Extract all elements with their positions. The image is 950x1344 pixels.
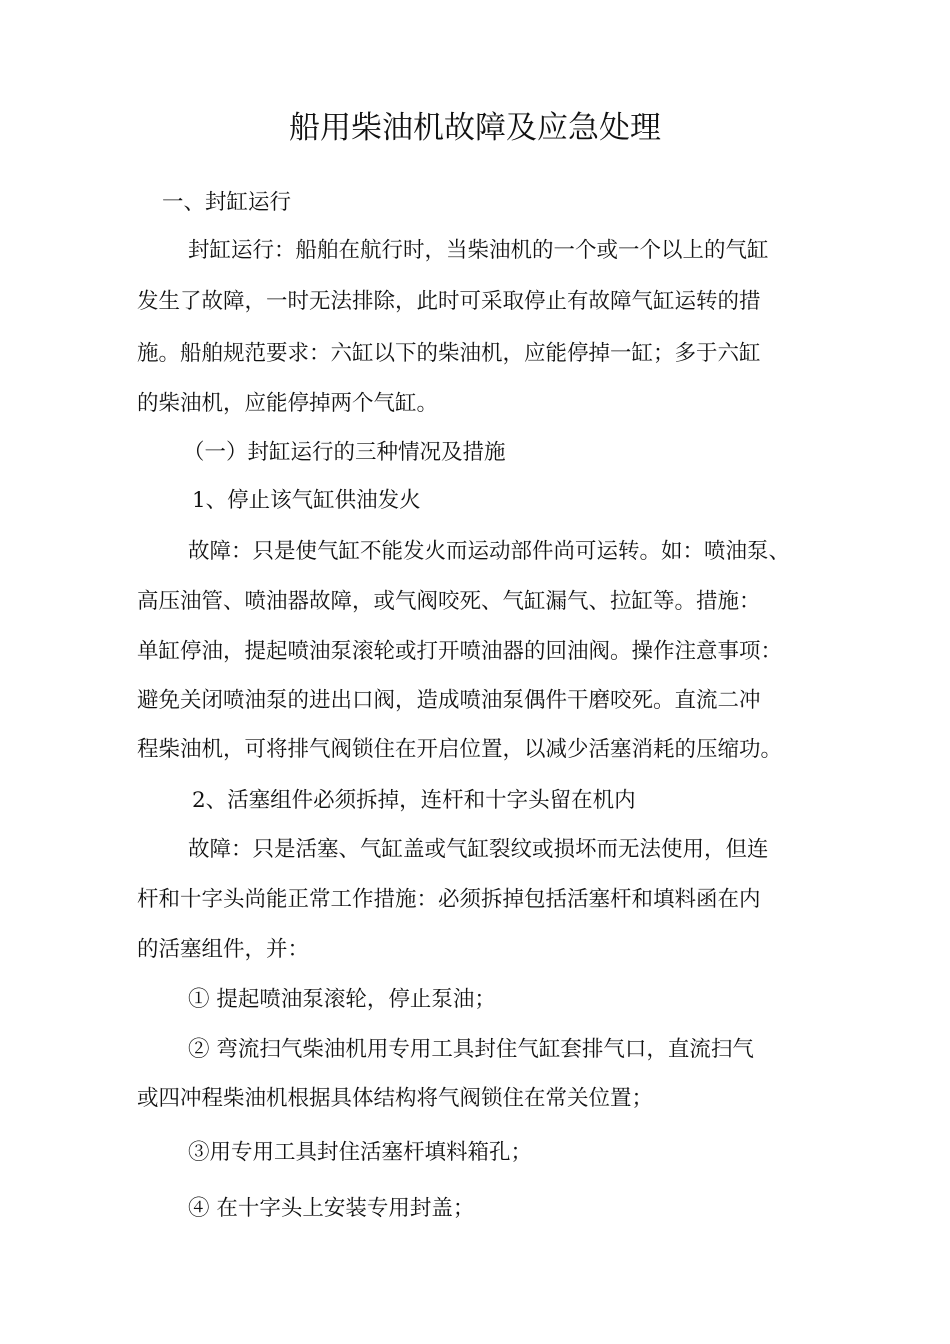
list-item: ④ 在十字头上安装专用封盖；: [188, 1196, 475, 1221]
paragraph-line: 程柴油机，可将排气阀锁住在开启位置，以减少活塞消耗的压缩功。: [137, 737, 783, 762]
list-item: ② 弯流扫气柴油机用专用工具封住气缸套排气口，直流扫气: [188, 1037, 754, 1062]
list-item: ③用专用工具封住活塞杆填料箱孔；: [188, 1140, 533, 1165]
paragraph-line: 封缸运行：船舶在航行时，当柴油机的一个或一个以上的气缸: [188, 238, 769, 263]
item-heading: 2、活塞组件必须拆掉，连杆和十字头留在机内: [192, 788, 636, 813]
subsection-heading: （一）封缸运行的三种情况及措施: [183, 440, 506, 465]
paragraph-line: 单缸停油，提起喷油泵滚轮或打开喷油器的回油阀。操作注意事项：: [137, 639, 783, 664]
paragraph-line: 施。船舶规范要求：六缸以下的柴油机，应能停掉一缸；多于六缸: [137, 341, 761, 366]
paragraph-line: 避免关闭喷油泵的进出口阀，造成喷油泵偶件干磨咬死。直流二冲: [137, 688, 761, 713]
paragraph-line: 的柴油机，应能停掉两个气缸。: [137, 391, 439, 416]
paragraph-line: 发生了故障，一时无法排除，此时可采取停止有故障气缸运转的措: [137, 289, 761, 314]
list-item: ① 提起喷油泵滚轮，停止泵油；: [188, 987, 496, 1012]
list-item-continuation: 或四冲程柴油机根据具体结构将气阀锁住在常关位置；: [137, 1086, 654, 1111]
document-title: 船用柴油机故障及应急处理: [289, 110, 661, 146]
section-heading: 一、封缸运行: [162, 190, 292, 215]
paragraph-line: 高压油管、喷油器故障，或气阀咬死、气缸漏气、拉缸等。措施：: [137, 589, 761, 614]
paragraph-line: 故障：只是活塞、气缸盖或气缸裂纹或损坏而无法使用，但连: [188, 837, 769, 862]
paragraph-line: 的活塞组件，并：: [137, 937, 310, 962]
paragraph-line: 故障：只是使气缸不能发火而运动部件尚可运转。如：喷油泵、: [188, 539, 791, 564]
paragraph-line: 杆和十字头尚能正常工作措施：必须拆掉包括活塞杆和填料函在内: [137, 887, 761, 912]
item-heading: 1、停止该气缸供油发火: [192, 488, 421, 513]
